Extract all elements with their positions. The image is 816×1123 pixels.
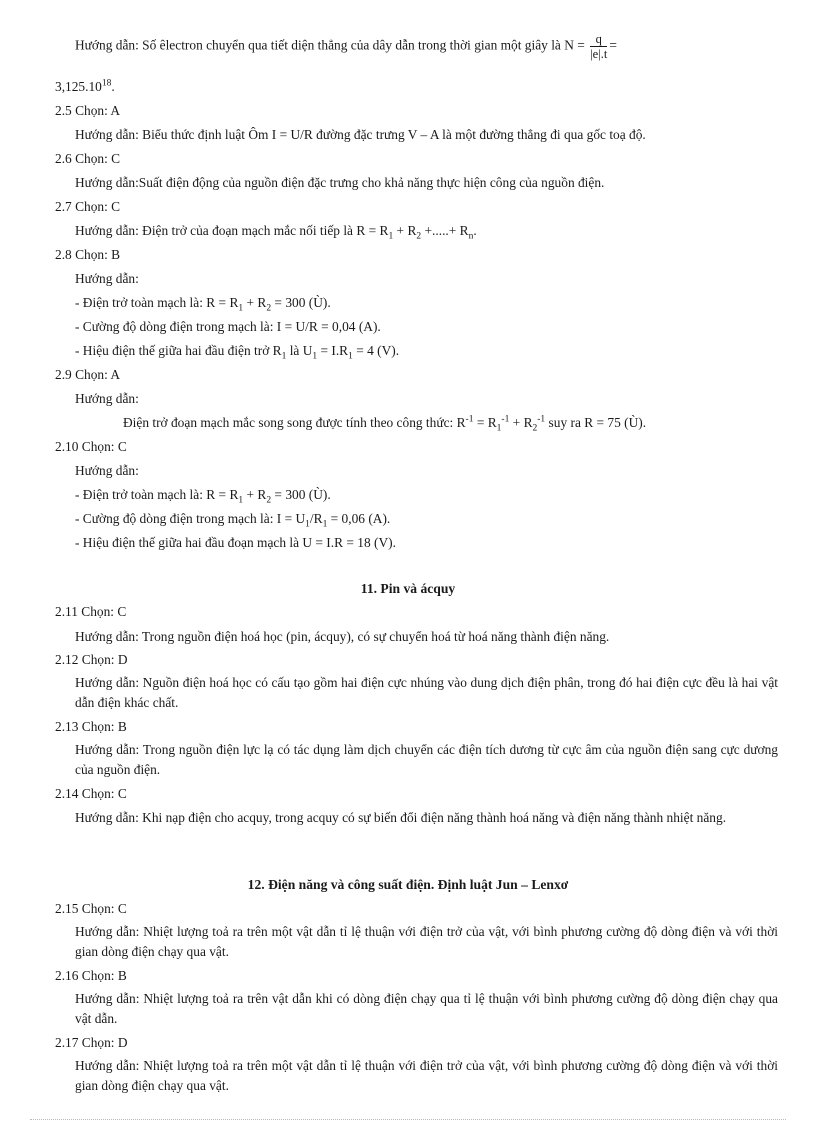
answer-2-14: 2.14 Chọn: C bbox=[55, 786, 127, 801]
answer-2-11: 2.11 Chọn: C bbox=[55, 604, 127, 619]
subscript-n: n bbox=[468, 231, 474, 242]
subscript-1: 1 bbox=[238, 495, 244, 506]
intro-result-end: . bbox=[111, 79, 115, 94]
answer-2-16: 2.16 Chọn: B bbox=[55, 968, 127, 983]
text-segment: + R bbox=[509, 415, 533, 430]
intro-result bbox=[55, 77, 115, 96]
text-segment: - Điện trở toàn mạch là: R = R bbox=[75, 295, 239, 310]
answer-2-15: 2.15 Chọn: C bbox=[55, 901, 127, 916]
subscript-1: 1 bbox=[238, 303, 244, 314]
hint-2-7-d: . bbox=[473, 223, 477, 238]
hint-2-13: Hướng dẫn: Trong nguồn điện lực lạ có tác dụng làm dịch chuyển các điện tích dương từ cực âm của nguồn điện sang cực dương của nguồn điện. bbox=[75, 742, 778, 777]
hint-2-17: Hướng dẫn: Nhiệt lượng toả ra trên một vật dẫn tỉ lệ thuận với điện trở của vật, với bình phương cường độ dòng điện và với thời gian dòng điện chạy qua vật. bbox=[75, 1058, 778, 1093]
fraction-denominator: |e|.t bbox=[590, 47, 608, 61]
text-segment: = 4 (V). bbox=[352, 343, 400, 358]
section-heading-11: 11. Pin và ácquy bbox=[360, 581, 456, 596]
subscript-1: 1 bbox=[281, 351, 287, 362]
hint-2-8-line-3 bbox=[75, 341, 399, 364]
subscript-1: 1 bbox=[348, 351, 353, 362]
equals-sign: = bbox=[609, 37, 617, 53]
exponent: -1 bbox=[465, 414, 474, 425]
hint-2-7-a: Hướng dẫn: Điện trở của đoạn mạch mắc nối tiếp là R = R bbox=[75, 223, 389, 238]
hint-2-7-c: +.....+ R bbox=[421, 223, 469, 238]
hint-2-15: Hướng dẫn: Nhiệt lượng toả ra trên một vật dẫn tỉ lệ thuận với điện trở của vật, với bình phương cường độ dòng điện và với thời gian dòng điện chạy qua vật. bbox=[75, 924, 778, 959]
subscript-2: 2 bbox=[266, 495, 272, 506]
answer-2-10: 2.10 Chọn: C bbox=[55, 439, 127, 454]
text-segment: - Hiệu điện thế giữa hai đầu điện trở R bbox=[75, 343, 282, 358]
answer-2-8: 2.8 Chọn: B bbox=[55, 247, 121, 262]
text-segment: = R bbox=[473, 415, 497, 430]
exponent: -1 bbox=[501, 414, 510, 425]
subscript-1: 1 bbox=[312, 351, 318, 362]
text-segment: - Điện trở toàn mạch là: R = R bbox=[75, 487, 239, 502]
text-segment: là U bbox=[286, 343, 313, 358]
subscript-1: 1 bbox=[322, 519, 328, 530]
text-segment: = 300 (Ù). bbox=[271, 487, 331, 502]
hint-2-12: Hướng dẫn: Nguồn điện hoá học có cấu tạo gồm hai điện cực nhúng vào dung dịch điện phân, trong đó hai điện cực đều là hai vật dẫn điện khác chất. bbox=[75, 675, 778, 710]
fraction-numerator: q bbox=[590, 32, 607, 47]
answer-2-9: 2.9 Chọn: A bbox=[55, 367, 121, 382]
hint-2-7-b: + R bbox=[393, 223, 417, 238]
hint-label-2-8: Hướng dẫn: bbox=[75, 271, 139, 286]
subscript-2: 2 bbox=[266, 303, 272, 314]
text-segment: = I.R bbox=[317, 343, 349, 358]
answer-2-6: 2.6 Chọn: C bbox=[55, 151, 121, 166]
subscript-2: 2 bbox=[532, 423, 538, 434]
exponent: -1 bbox=[537, 414, 546, 425]
hint-label-2-10: Hướng dẫn: bbox=[75, 463, 139, 478]
fraction bbox=[590, 32, 607, 61]
answer-2-13: 2.13 Chọn: B bbox=[55, 719, 127, 734]
text-segment: = 300 (Ù). bbox=[271, 295, 331, 310]
answer-2-17: 2.17 Chọn: D bbox=[55, 1035, 128, 1050]
text-segment: suy ra R = 75 (Ù). bbox=[545, 415, 647, 430]
hint-2-11: Hướng dẫn: Trong nguồn điện hoá học (pin, ácquy), có sự chuyển hoá từ hoá năng thành điện năng. bbox=[75, 629, 610, 644]
hint-2-8-line-2: - Cường độ dòng điện trong mạch là: I = U/R = 0,04 (A). bbox=[75, 319, 381, 334]
hint-2-14: Hướng dẫn: Khi nạp điện cho acquy, trong acquy có sự biến đổi điện năng thành hoá năng và điện năng thành nhiệt năng. bbox=[75, 810, 727, 825]
answer-2-7: 2.7 Chọn: C bbox=[55, 199, 121, 214]
hint-2-9-line-1 bbox=[123, 413, 646, 436]
section-heading-12: 12. Điện năng và công suất điện. Định luật Jun – Lenxơ bbox=[247, 877, 569, 892]
hint-2-10-line-3: - Hiệu điện thế giữa hai đầu đoạn mạch là U = I.R = 18 (V). bbox=[75, 535, 396, 550]
intro-hint-text: Hướng dẫn: Số êlectron chuyển qua tiết diện thẳng của dây dẫn trong thời gian một giây là N = bbox=[75, 37, 585, 53]
hint-label-2-9: Hướng dẫn: bbox=[75, 391, 139, 406]
subscript-1: 1 bbox=[496, 423, 502, 434]
hint-2-16: Hướng dẫn: Nhiệt lượng toả ra trên vật dẫn khi có dòng điện chạy qua tỉ lệ thuận với bình phương cường độ dòng điện chạy qua vật dẫn. bbox=[75, 991, 778, 1026]
intro-result-value: 3,125.10 bbox=[55, 79, 102, 94]
text-segment: + R bbox=[243, 295, 267, 310]
text-segment: /R bbox=[309, 511, 323, 526]
hint-2-10-line-2 bbox=[75, 509, 390, 532]
answer-2-12: 2.12 Chọn: D bbox=[55, 652, 128, 667]
subscript-2: 2 bbox=[416, 231, 422, 242]
intro-result-exponent: 18 bbox=[101, 78, 112, 89]
text-segment: = 0,06 (A). bbox=[327, 511, 391, 526]
hint-2-5: Hướng dẫn: Biểu thức định luật Ôm I = U/R đường đặc trưng V – A là một đường thẳng đi qua gốc toạ độ. bbox=[75, 127, 646, 142]
text-segment: Điện trở đoạn mạch mắc song song được tính theo công thức: R bbox=[123, 415, 466, 430]
hint-2-8-line-1 bbox=[75, 293, 331, 316]
text-segment: + R bbox=[243, 487, 267, 502]
footer-divider bbox=[30, 1119, 786, 1120]
subscript-1: 1 bbox=[388, 231, 394, 242]
hint-2-7 bbox=[75, 221, 477, 244]
answer-2-5: 2.5 Chọn: A bbox=[55, 103, 121, 118]
intro-hint bbox=[75, 32, 617, 61]
text-segment: - Cường độ dòng điện trong mạch là: I = U bbox=[75, 511, 306, 526]
hint-2-10-line-1 bbox=[75, 485, 331, 508]
hint-2-6: Hướng dẫn:Suất điện động của nguồn điện đặc trưng cho khả năng thực hiện công của nguồn điện. bbox=[75, 175, 605, 190]
subscript-1: 1 bbox=[305, 519, 310, 530]
